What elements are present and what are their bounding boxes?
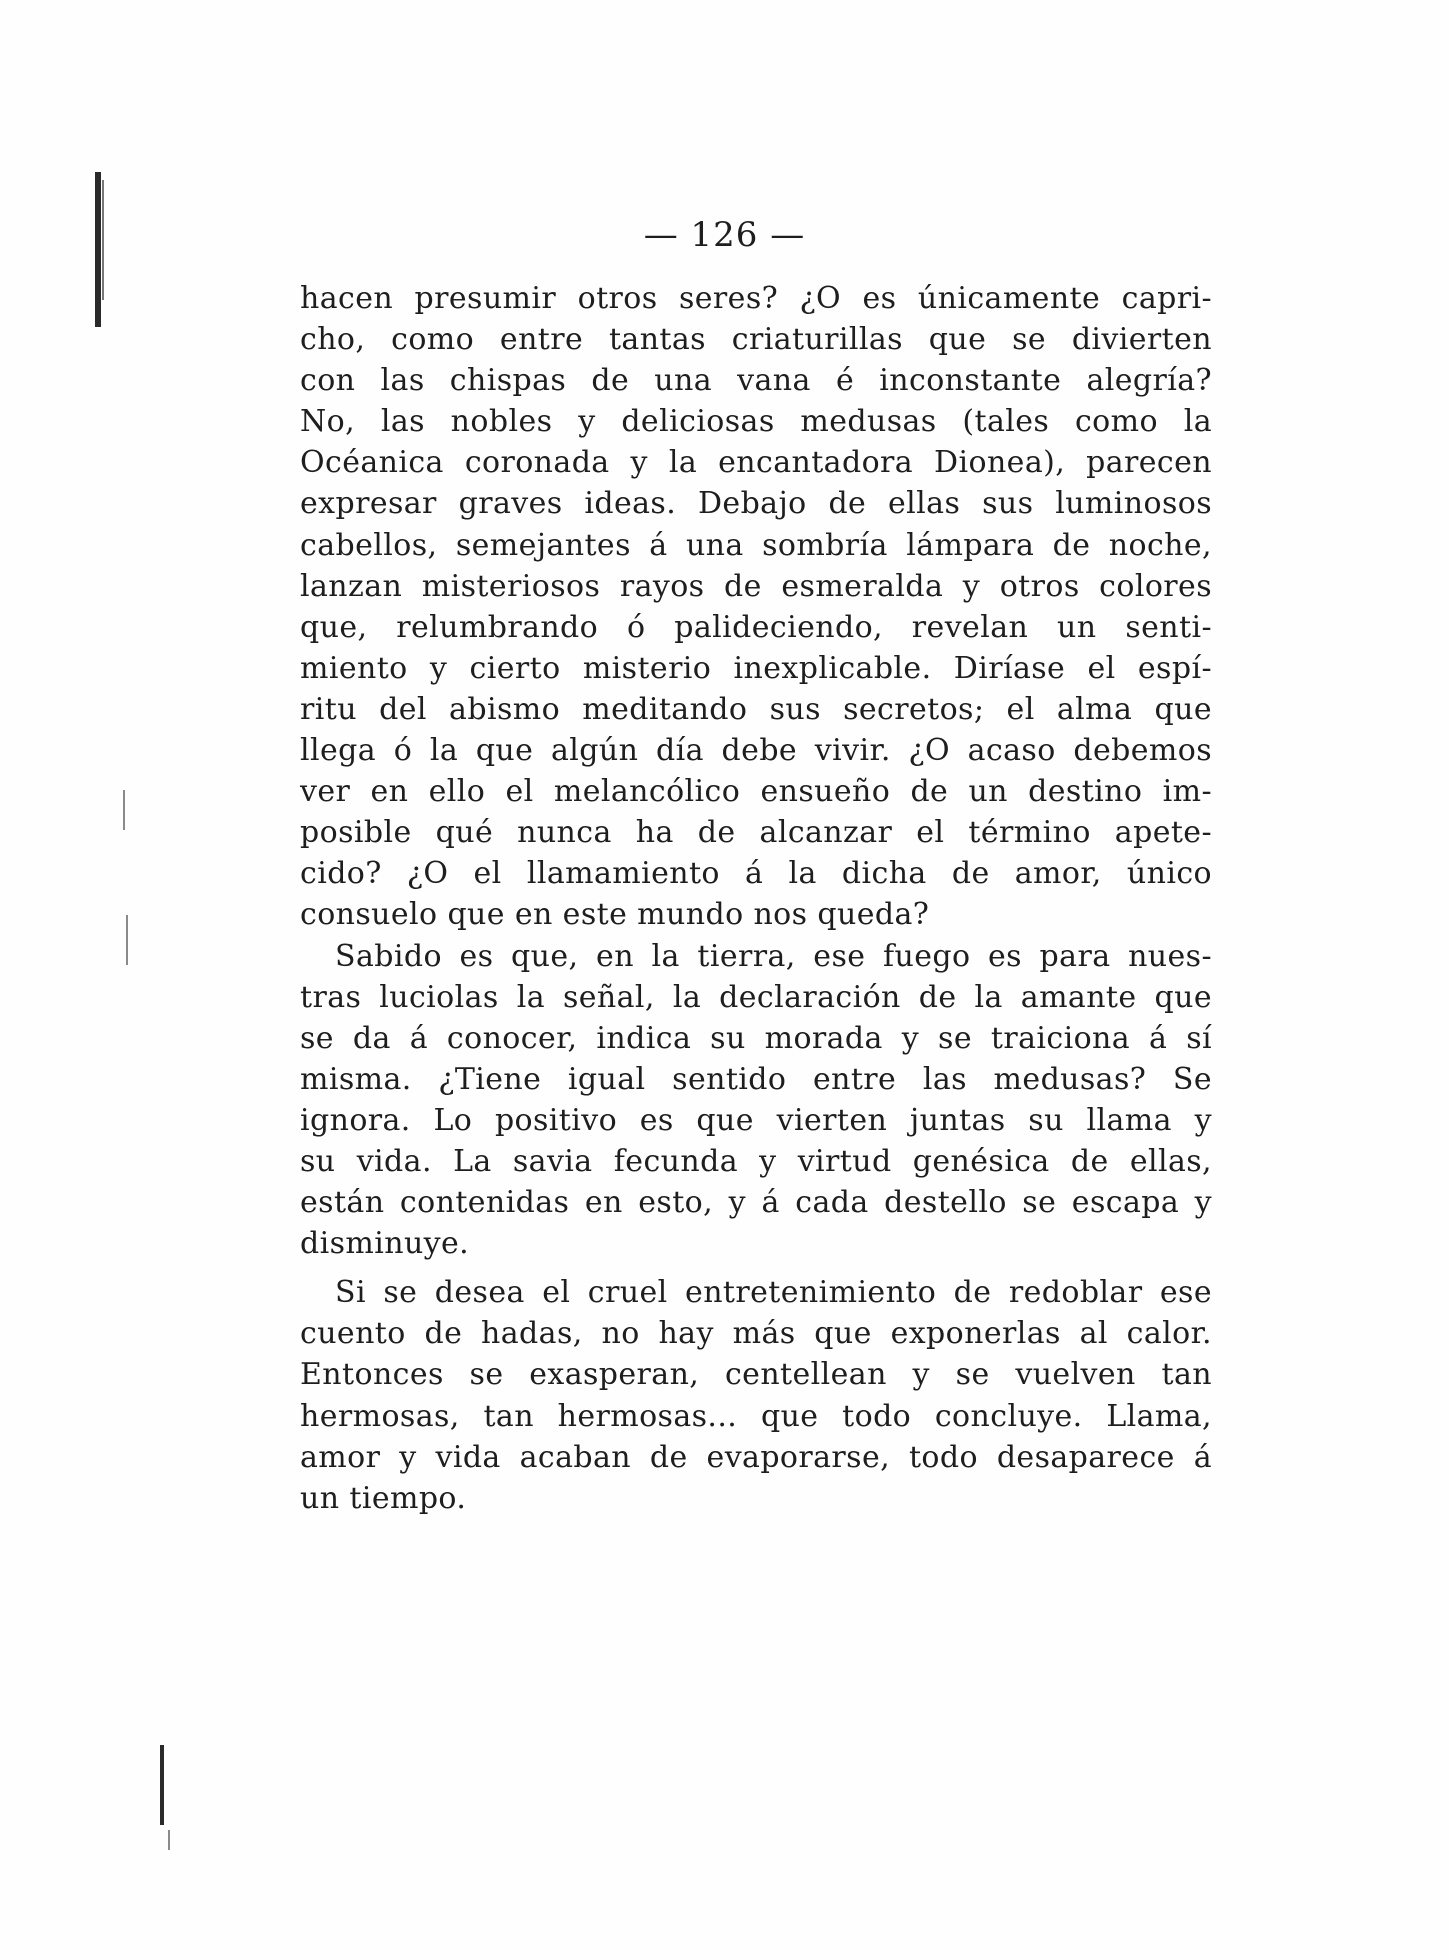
text-line: lanzan misteriosos rayos de esmeralda y otros colores [300,568,1212,604]
text-line: posible qué nunca ha de alcanzar el término apete- [300,815,1212,851]
text-line: Si se desea el cruel entretenimiento de redoblar ese [335,1275,1212,1311]
text-line: miento y cierto misterio inexplicable. Diríase el espí- [300,650,1212,686]
text-line: disminuye. [300,1226,470,1262]
text-line: ritu del abismo meditando sus secretos; el alma que [300,691,1212,727]
text-line: misma. ¿Tiene igual sentido entre las medusas? Se [300,1061,1212,1097]
text-line: consuelo que en este mundo nos queda? [300,897,930,933]
page-number: — 126 — [643,215,806,255]
text-line: ver en ello el melancólico ensueño de un destino im- [300,774,1212,810]
scan-speck [123,790,125,830]
text-line: No, las nobles y deliciosas medusas (tales como la [300,404,1212,440]
text-line: Entonces se exasperan, centellean y se vuelven tan [300,1357,1212,1393]
text-line: Océanica coronada y la encantadora Dionea), parecen [300,445,1212,481]
text-line: están contenidas en esto, y á cada destello se escapa y [300,1185,1212,1221]
text-line: su vida. La savia fecunda y virtud genésica de ellas, [300,1143,1212,1179]
text-line: hacen presumir otros seres? ¿O es únicamente capri- [300,281,1212,316]
text-line: ignora. Lo positivo es que vierten juntas su llama y [300,1102,1212,1138]
scan-speck [126,915,128,965]
text-line: cido? ¿O el llamamiento á la dicha de amor, único [300,856,1212,892]
text-line: expresar graves ideas. Debajo de ellas sus luminosos [300,486,1212,522]
text-line: cho, como entre tantas criaturillas que se divierten [300,322,1212,358]
text-line: amor y vida acaban de evaporarse, todo desaparece á [300,1439,1212,1475]
paragraph [300,1272,1212,1519]
text-line: tras luciolas la señal, la declaración de la amante que [300,979,1212,1015]
text-line: Sabido es que, en la tierra, ese fuego es para nues- [335,938,1212,974]
body-text [300,278,1212,1519]
text-line: llega ó la que algún día debe vivir. ¿O acaso debemos [300,733,1212,769]
paragraph-gap [300,1264,1212,1272]
text-line: que, relumbrando ó palideciendo, revelan un senti- [300,609,1212,645]
binding-edge-mark [160,1745,164,1825]
text-line: un tiempo. [300,1480,467,1516]
text-line: con las chispas de una vana é inconstante alegría? [300,363,1212,399]
paragraph [300,936,1212,1265]
scan-speck [168,1830,170,1850]
text-line: se da á conocer, indica su morada y se traiciona á sí [300,1020,1212,1056]
paragraph [300,278,1212,936]
text-line: hermosas, tan hermosas... que todo concluye. Llama, [300,1398,1212,1434]
text-line: cuento de hadas, no hay más que exponerlas al calor. [300,1316,1212,1352]
text-line: cabellos, semejantes á una sombría lámpara de noche, [300,527,1212,563]
